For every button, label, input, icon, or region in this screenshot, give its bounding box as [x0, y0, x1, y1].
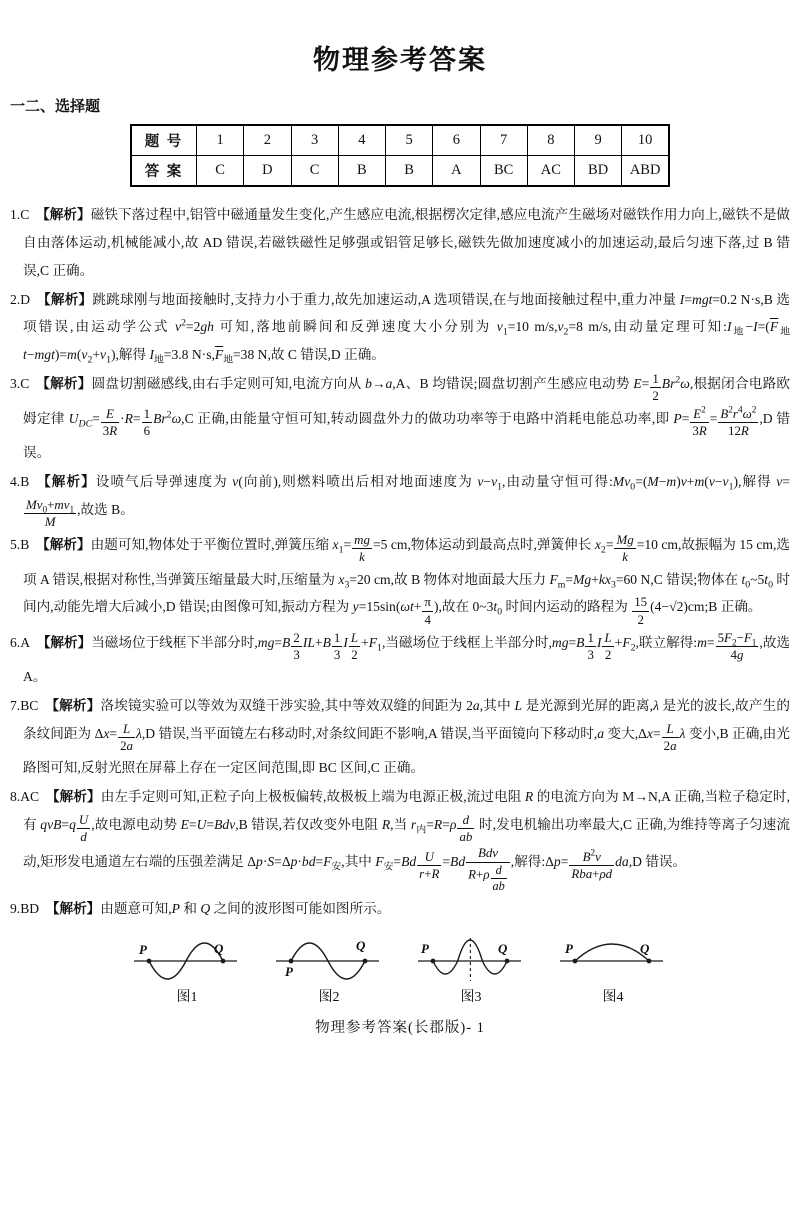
fraction: $\frac{15}{2}$	[634, 594, 648, 627]
fraction: $\frac{2}{3}$	[293, 629, 300, 663]
explanation-item-9	[10, 895, 790, 923]
question-answer-label: 1.C	[10, 207, 37, 222]
figure-caption: 图2	[318, 990, 340, 1006]
fraction: $\frac{Mg}{k}$	[616, 532, 634, 565]
page-title: 物理参考答案	[313, 45, 487, 75]
row-header-answers: 答 案	[131, 156, 197, 187]
question-number-cell: 9	[575, 125, 622, 156]
section-heading: 一二、选择题	[10, 98, 101, 115]
fraction: $\frac{Mv_0+mv_1}{M}$	[26, 496, 75, 529]
answer-cell: B	[338, 156, 385, 187]
row-header-numbers: 题 号	[131, 125, 197, 156]
fraction: $\frac{1}{2}$	[652, 371, 659, 404]
explanation-item-7	[10, 692, 790, 782]
explanation-item-4	[10, 468, 790, 530]
point-p-label: P	[285, 964, 293, 980]
fraction: $\frac{\pi}{4}$	[424, 594, 431, 627]
wave-figures-row	[10, 931, 790, 1006]
analysis-text: 跳跳球刚与地面接触时,支持力小于重力,故先加速运动,A 选项错误,在与地面接触过程中,重力冲量 I=mgt=0.2 N·s,B 选项错误,由运动学公式 $v^2=2gh$ 可知,落地前瞬间和反弹速度大小分别为 $v_1=10$ $m/s,v_2=8$ m/s,由动量定理可知$:I_地-I=(\overline{F}_地t-mgt)=m(v_2+v_1)$,解得 $I_地=3.8$ $N\cdot s,\overline{F}_地=38$ N,故 C 错误,D 正确。	[23, 291, 791, 367]
point-p-dot	[147, 959, 152, 964]
fraction: $\frac{L}{2}$	[604, 629, 612, 663]
fraction: $\frac{E^2}{3R}$	[692, 405, 707, 438]
fraction: $\frac{B^2r^4\omega^2}{12R}$	[720, 405, 757, 438]
wave-curve	[575, 944, 649, 961]
answer-cell: B	[386, 156, 433, 187]
analysis-tag: 【解析】	[45, 789, 101, 805]
point-q-dot	[363, 959, 368, 964]
analysis-tag: 【解析】	[45, 901, 101, 917]
analysis-text: 磁铁下落过程中,铝管中磁通量发生变化,产生感应电流,根据楞次定律,感应电流产生磁场对磁铁作用力向上,磁铁不是做自由落体运动,机械能减小,故 AD 错误,若磁铁磁性足够强或铝管足够长,磁铁先做加速度减小的加速运动,最后匀速下落,过 B 错误,C 正确。	[23, 207, 790, 278]
question-number-cell: 10	[622, 125, 669, 156]
answer-cell: C	[291, 156, 338, 187]
analysis-tag: 【解析】	[36, 473, 96, 489]
fraction: $\frac{U}{d}$	[78, 812, 89, 845]
analysis-text: 设喷气后导弹速度为 v(向前),则燃料喷出后相对地面速度为 $v-v_1$,由动量守恒可得$:Mv_0=(M-m)v+m(v-v_1)$,解得 v= $\frac{Mv_0+mv_1}{M}$ ,故选 B。	[26, 473, 790, 529]
explanation-list	[10, 201, 790, 923]
answer-cell: ABD	[622, 156, 669, 187]
answer-cell: BC	[480, 156, 527, 187]
wave-figure-4	[555, 931, 671, 1006]
fraction: $\frac{d}{ab}$	[459, 812, 473, 845]
question-number-cell: 7	[480, 125, 527, 156]
fraction: $\frac{5F_2-F_1}{4g}$	[717, 629, 757, 663]
question-number-cell: 8	[527, 125, 574, 156]
point-q-dot	[505, 959, 510, 964]
figure-caption: 图3	[460, 990, 482, 1006]
wave-diagram	[557, 931, 669, 985]
fraction: $\frac{L}{2a}$	[663, 721, 677, 754]
question-answer-label: 2.D	[10, 291, 37, 307]
explanation-item-1	[10, 201, 790, 285]
answer-cell: A	[433, 156, 480, 187]
fraction: $\frac{1}{3}$	[587, 629, 594, 663]
fraction: $\frac{1}{3}$	[333, 629, 341, 663]
wave-figure-2	[271, 931, 387, 1006]
analysis-text: 由左手定则可知,正粒子向上极板偏转,故极板上端为电源正极,流过电阻 R 的电流方向为 M→N,A 正确,当粒子稳定时,有 qvB=q $\frac{U}{d}$ ,故电源电动势 E=U=Bdv,B 错误,若仅改变外电阻 R,当 $r_内=R=\rho$ $\frac{d}{ab}$ 时,发电机输出功率最大,C 正确,为维持等离子匀速流动,矩形发电通道左右端的压强差满足 $\Delta p\cdot S=\Delta p\cdot bd=F_安$,其中 $F_安=Bd$ $\frac{U}{r+R}$ =Bd Bdv R+ρ $\frac{d}{ab}$ ,解得:Δp= $\frac{B^2v}{\text{Rba+ρd}}$ da,D 错误。	[23, 789, 790, 893]
table-row-answers	[131, 156, 669, 187]
figure-caption: 图4	[602, 990, 624, 1006]
wave-diagram	[415, 931, 527, 985]
analysis-text: 圆盘切割磁感线,由右手定则可知,电流方向从 b→a,A、B 均错误;圆盘切割产生感应电动势 E= $\frac{1}{2}$ Br$^2$ω,根据闭合电路欧姆定律 $U_{DC}=$ $\frac{E}{3R}$ ·R= $\frac{1}{6}$ Br$^2$ω,C 正确,由能量守恒可知,转动圆盘外力的做功功率等于电路中消耗电能总功率,即 P= $\frac{E^2}{3R}$ = $\frac{B^2r^4\omega^2}{12R}$ ,D 错误。	[23, 371, 791, 460]
wave-diagram	[273, 931, 385, 985]
answer-cell: AC	[527, 156, 574, 187]
fraction: $\frac{U}{r+R}$	[419, 849, 440, 882]
answer-cell: D	[244, 156, 291, 187]
question-answer-label: 4.B	[10, 473, 37, 489]
question-number-cell: 1	[197, 125, 244, 156]
question-number-cell: 4	[338, 125, 385, 156]
question-number-cell: 5	[386, 125, 433, 156]
analysis-tag: 【解析】	[36, 291, 93, 307]
question-answer-label: 6.A	[10, 634, 37, 650]
point-q-dot	[647, 959, 652, 964]
explanation-item-2	[10, 286, 790, 370]
analysis-text: 当磁场位于线框下半部分时,mg=B $\frac{2}{3}$ IL+B $\frac{1}{3}$ I $\frac{L}{2}$ $+F_1$,当磁场位于线框上半部分时,mg=B $\frac{1}{3}$ I $\frac{L}{2}$ $+F_2$,联立解得:m= $\frac{5F_2-F_1}{4g}$ ,故选 A。	[23, 629, 791, 685]
table-row-numbers	[131, 125, 669, 156]
point-p-label: P	[139, 942, 147, 958]
analysis-text: 由题可知,物体处于平衡位置时,弹簧压缩 $x_1=$ $\frac{mg}{k}$ =5 cm,物体运动到最高点时,弹簧伸长 $x_2=$ $\frac{Mg}{k}$ =10 cm,故振幅为 15 cm,选项 A 错误,根据对称性,当弹簧压缩量最大时,压缩量为 $x_3=20$ cm,故 B 物体对地面最大压力 $F_m=Mg+kx_3=60$ N,C 错误;物体在 $t_0\sim 5t_0$ 时间内,动能先增大后减小,D 错误;由图像可知,振动方程为 y=15sin(ωt+ $\frac{\pi}{4}$ ),故在 $0\sim 3t_0$ 时间内运动的路程为 $\frac{15}{2}$ (4−√2)cm;B 正确。	[23, 532, 791, 627]
analysis-tag: 【解析】	[36, 376, 92, 392]
answer-table	[130, 124, 670, 187]
question-number-cell: 6	[433, 125, 480, 156]
fraction: Bdv R+ρ $\frac{d}{ab}$	[466, 845, 510, 894]
analysis-tag: 【解析】	[45, 698, 101, 714]
fraction: $\frac{L}{2a}$	[120, 721, 133, 754]
wave-figure-3	[413, 931, 529, 1006]
analysis-tag: 【解析】	[36, 634, 92, 650]
point-q-dot	[221, 959, 226, 964]
question-answer-label: 3.C	[10, 376, 37, 392]
figure-caption: 图1	[176, 990, 198, 1006]
analysis-text: 洛埃镜实验可以等效为双缝干涉实验,其中等效双缝的间距为 2a,其中 L 是光源到光屏的距离,λ 是光的波长,故产生的条纹间距为 Δx= $\frac{L}{2a}$ λ,D 错误,当平面镜左右移动时,对条纹间距不影响,A 错误,当平面镜向下移动时,a 变大,Δx= $\frac{L}{2a}$ λ 变小,B 正确,由光路图可知,反射光照在屏幕上存在一定区间范围,即 BC 区间,C 正确。	[23, 698, 791, 776]
page-footer: 物理参考答案(长郡版)- 1	[315, 1020, 485, 1037]
point-p-dot	[289, 959, 294, 964]
question-number-cell: 2	[244, 125, 291, 156]
explanation-item-8	[10, 783, 790, 894]
point-q-label: Q	[498, 941, 508, 957]
point-q-label: Q	[356, 938, 366, 954]
analysis-tag: 【解析】	[36, 537, 91, 553]
question-answer-label: 8.AC	[10, 789, 46, 805]
point-q-label: Q	[640, 941, 650, 957]
analysis-tag: 【解析】	[36, 207, 91, 222]
point-p-dot	[573, 959, 578, 964]
question-answer-label: 7.BC	[10, 698, 46, 714]
question-number-cell: 3	[291, 125, 338, 156]
explanation-item-6	[10, 629, 790, 691]
point-p-label: P	[421, 941, 429, 957]
explanation-item-3	[10, 370, 790, 467]
wave-diagram	[131, 931, 243, 985]
fraction: $\frac{L}{2}$	[350, 629, 359, 663]
fraction: $\frac{d}{ab}$	[492, 862, 505, 893]
point-q-label: Q	[214, 941, 224, 957]
question-answer-label: 9.BD	[10, 901, 46, 917]
point-p-label: P	[565, 941, 573, 957]
fraction: $\frac{E}{3R}$	[102, 405, 118, 438]
point-p-dot	[431, 959, 436, 964]
fraction: $\frac{1}{6}$	[143, 405, 151, 438]
analysis-text: 由题意可知,P 和 Q 之间的波形图可能如图所示。	[100, 901, 391, 917]
answer-cell: C	[197, 156, 244, 187]
answer-cell: BD	[575, 156, 622, 187]
explanation-item-5	[10, 531, 790, 628]
fraction: $\frac{B^2v}{\text{Rba+ρd}}$	[571, 848, 613, 882]
wave-figure-1	[129, 931, 245, 1006]
question-answer-label: 5.B	[10, 537, 37, 553]
fraction: $\frac{mg}{k}$	[354, 532, 370, 565]
